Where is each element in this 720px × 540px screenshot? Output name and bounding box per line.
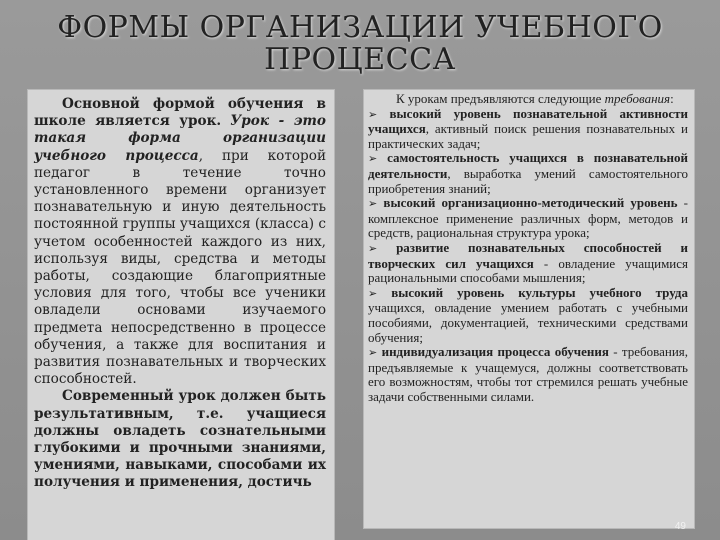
definition-italic-text: Урок - это такая форма организации учебного процесса	[34, 113, 326, 164]
left-text-body	[28, 90, 334, 492]
requirements-intro: К урокам предъявляются следующие требования:	[396, 91, 674, 106]
arrow-bullet-icon: ➢	[368, 346, 378, 360]
right-text-panel	[364, 90, 694, 528]
list-item: ➢ самостоятельность учащихся в познавательной деятельности, выработка умений самостоятельного приобретения знаний;	[368, 150, 688, 196]
list-item: ➢ высокий организационно-методический уровень - комплексное применение различных форм, методов и средств, рациональная структура урока;	[368, 195, 688, 241]
list-item: ➢ высокий уровень познавательной активности учащихся, активный поиск решения познавательных и практических задач;	[368, 105, 688, 151]
arrow-bullet-icon: ➢	[368, 152, 378, 166]
arrow-bullet-icon: ➢	[368, 107, 378, 121]
list-item: ➢ развитие познавательных способностей и творческих сил учащихся - овладение учащимися рациональными способами мышления;	[368, 239, 689, 286]
left-text-panel	[28, 90, 334, 540]
list-item: ➢ высокий уровень культуры учебного труда учащихся, овладение умением работать с учебными пособиями, документацией, техническими средствами обучения;	[368, 284, 689, 345]
slide-title: ФОРМЫ ОРГАНИЗАЦИИ УЧЕБНОГО ПРОЦЕССА	[57, 10, 663, 77]
arrow-bullet-icon: ➢	[368, 286, 378, 300]
paragraph-modern-lesson: Современный урок должен быть результативным, т.е. учащиеся должны овладеть сознательными глубокими и прочными знаниями, умениями, навыками, способами их получения и применения, достичь	[34, 388, 326, 491]
paragraph-lesson-definition	[34, 96, 326, 388]
intro-bold-text: Основной формой обучения в школе является урок.	[34, 96, 326, 130]
definition-rest-text: , при которой педагог в течение точно установленного времени организует познавательную и иную деятельность постоянной группы учащихся (класса) с учетом особенностей каждого из них, используя виды, средства и методы работы, создающие благоприятные условия для того, чтобы все ученики овладели основами изучаемого предмета непосредственно в процессе обучения, а также для воспитания и развития познавательных и творческих способностей.	[34, 147, 327, 388]
requirements-list	[364, 90, 694, 404]
list-item: ➢ индивидуализация процесса обучения - требования, предъявляемые к учащемуся, должны соответствовать его возможностям, чтобы тот стремился решать учебные задачи собственными силами.	[368, 344, 689, 404]
arrow-bullet-icon: ➢	[368, 241, 378, 255]
page-number: 49	[674, 521, 686, 532]
arrow-bullet-icon: ➢	[368, 197, 378, 211]
